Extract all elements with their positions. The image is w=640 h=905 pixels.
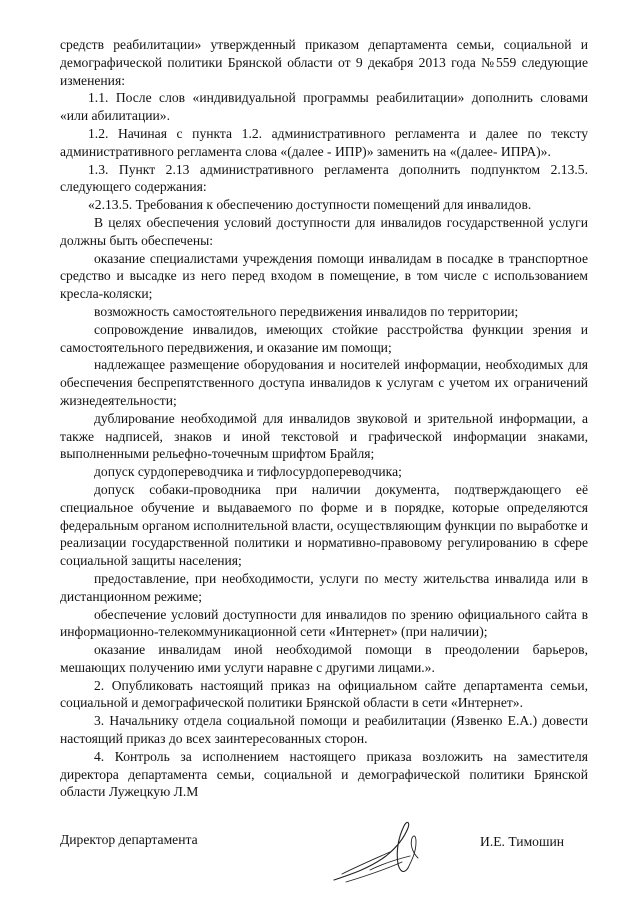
list-item-interpreter-admission: допуск сурдопереводчика и тифлосурдопереводчика;	[94, 464, 402, 480]
paragraph-1-2: 1.2. Начиная с пункта 1.2. административного регламента и далее по тексту административного регламента слова «(далее - ИПР)» заменить на «(далее- ИПРА)».	[60, 125, 588, 159]
list-item-boarding-assistance: оказание специалистами учреждения помощи инвалидам в посадке в транспортное средство и высадке из него перед входом в помещение, в том числе с использованием кресла-коляски;	[60, 250, 588, 302]
signature-block	[60, 830, 588, 890]
paragraph-intro-continuation: средств реабилитации» утвержденный приказом департамента семьи, социальной и демографической политики Брянской области от 9 декабря 2013 года №559 следующие изменения:	[60, 37, 588, 88]
paragraph-2-publish: 2. Опубликовать настоящий приказ на официальном сайте департамента семьи, социальной и демографической политики Брянской области в сети «Интернет».	[60, 677, 588, 711]
signatory-position: Директор департамента	[60, 832, 198, 847]
list-item-information-duplication: дублирование необходимой для инвалидов звуковой и зрительной информации, а также надписей, знаков и иной текстовой и графической информации знаками, выполненными рельефно-точечным шрифтом Брайля;	[60, 410, 588, 462]
paragraph-3-notify: 3. Начальнику отдела социальной помощи и реабилитации (Язвенко Е.А.) довести настоящий приказ до всех заинтересованных сторон.	[60, 713, 588, 747]
signatory-name: И.Е. Тимошин	[480, 834, 564, 849]
paragraph-1-3: 1.3. Пункт 2.13 административного регламента дополнить подпунктом 2.13.5. следующего содержания:	[60, 161, 588, 195]
list-item-guide-dog: допуск собаки-проводника при наличии документа, подтверждающего её специальное обучение и выдаваемого по форме и в порядке, которые определяются федеральным органом исполнительной власти, осуществляющим функции по выработке и реализации государственной политики и нормативно-правовому регулированию в сфере социальной защиты населения;	[60, 481, 588, 569]
list-item-website-accessibility: обеспечение условий доступности для инвалидов по зрению официального сайта в информационно-телекоммуникационной сети «Интернет» (при наличии);	[60, 606, 588, 640]
paragraph-4-control: 4. Контроль за исполнением настоящего приказа возложить на заместителя директора департамента семьи, социальной и демографической политики Брянской области Лужецкую Л.М	[60, 748, 588, 800]
list-item-independent-movement: возможность самостоятельного передвижения инвалидов по территории;	[94, 303, 519, 319]
list-item-other-assistance: оказание инвалидам иной необходимой помощи в преодолении барьеров, мешающих получению ими услуги наравне с другими лицами.».	[60, 642, 588, 675]
list-item-remote-service: предоставление, при необходимости, услуги по месту жительства инвалида или в дистанционном режиме;	[60, 570, 588, 604]
paragraph-2-13-5-heading: «2.13.5. Требования к обеспечению доступности помещений для инвалидов.	[88, 197, 532, 213]
list-item-escort: сопровождение инвалидов, имеющих стойкие расстройства функции зрения и самостоятельного передвижения, и оказание им помощи;	[60, 321, 588, 355]
list-item-equipment-placement: надлежащее размещение оборудования и носителей информации, необходимых для обеспечения беспрепятственного доступа инвалидов к услугам с учетом их ограничений жизнедеятельности;	[60, 357, 588, 408]
document-body	[60, 36, 588, 801]
handwritten-signature	[312, 808, 442, 888]
paragraph-accessibility-intro: В целях обеспечения условий доступности для инвалидов государственной услуги должны быть обеспечены:	[60, 214, 588, 248]
paragraph-1-1: 1.1. После слов «индивидуальной программы реабилитации» дополнить словами «или абилитации».	[60, 90, 588, 124]
